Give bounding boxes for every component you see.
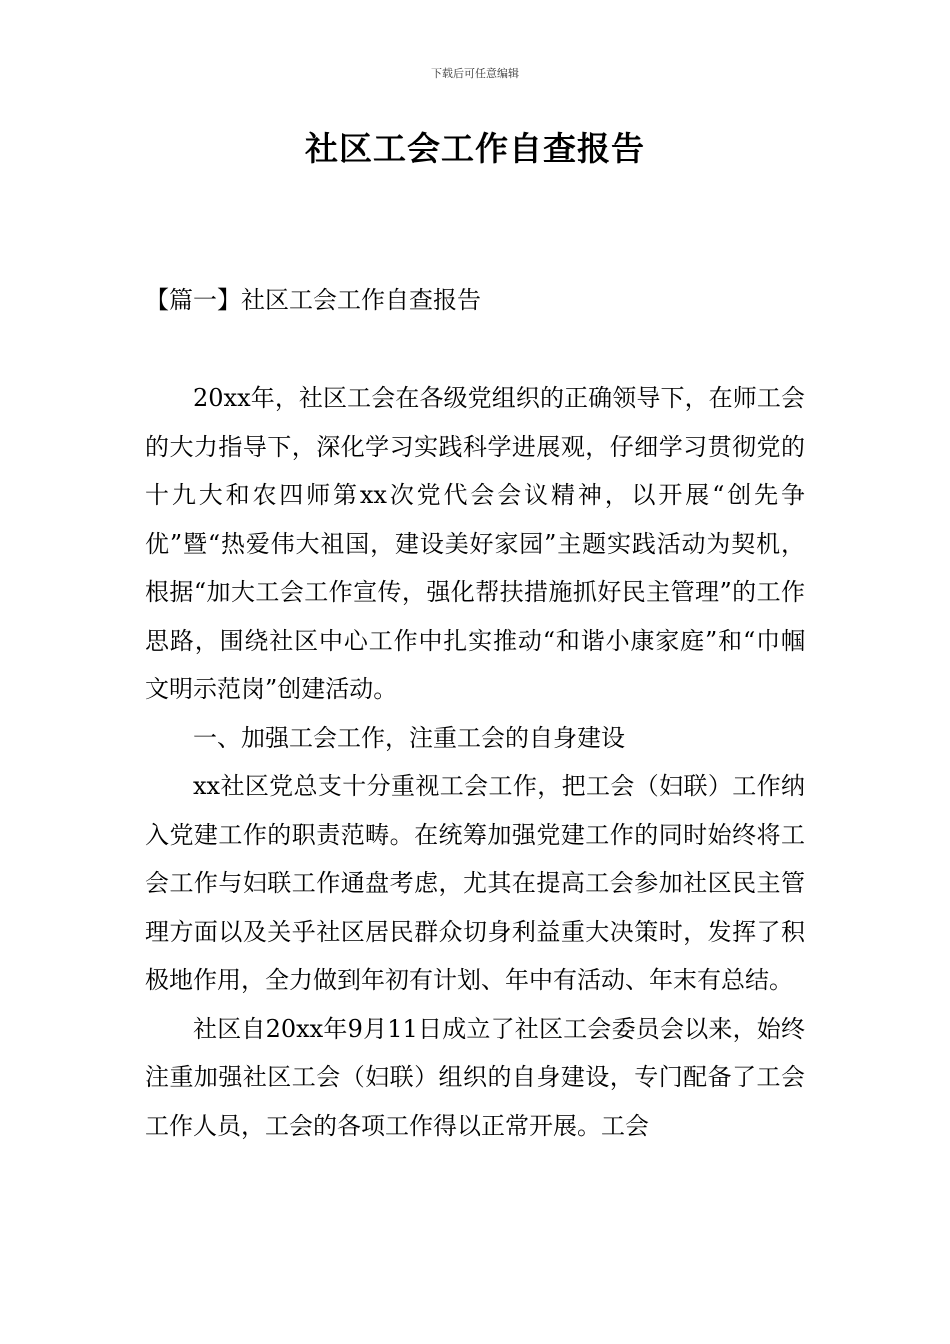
paragraph-intro: 20xx年，社区工会在各级党组织的正确领导下，在师工会的大力指导下，深化学习实践科学进展观，仔细学习贯彻党的十九大和农四师第xx次党代会会议精神，以开展“创先争优”暨“热爱伟大祖国，建设美好家园”主题实践活动为契机，根据“加大工会工作宣传，强化帮扶措施抓好民主管理”的工作思路，围绕社区中心工作中扎实推动“和谐小康家庭”和“巾帼文明示范岗”创建活动。 <box>145 384 805 703</box>
header-note: 下载后可任意编辑 <box>431 67 519 80</box>
document-title: 社区工会工作自查报告 <box>305 129 645 168</box>
paragraph-work-scope: xx社区党总支十分重视工会工作，把工会（妇联）工作纳入党建工作的职责范畴。在统筹加强党建工作的同时始终将工会工作与妇联工作通盘考虑，尤其在提高工会参加社区民主管理方面以及关乎社区居民群众切身利益重大决策时，发挥了积极地作用，全力做到年初有计划、年中有活动、年末有总结。 <box>145 772 805 994</box>
paragraph-subheading: 一、加强工会工作，注重工会的自身建设 <box>193 723 625 752</box>
document-body <box>145 374 805 1150</box>
paragraph-committee: 社区自20xx年9月11日成立了社区工会委员会以来，始终注重加强社区工会（妇联）组织的自身建设，专门配备了工会工作人员，工会的各项工作得以正常开展。工会 <box>145 1014 805 1140</box>
section-heading: 【篇一】社区工会工作自查报告 <box>145 286 481 314</box>
